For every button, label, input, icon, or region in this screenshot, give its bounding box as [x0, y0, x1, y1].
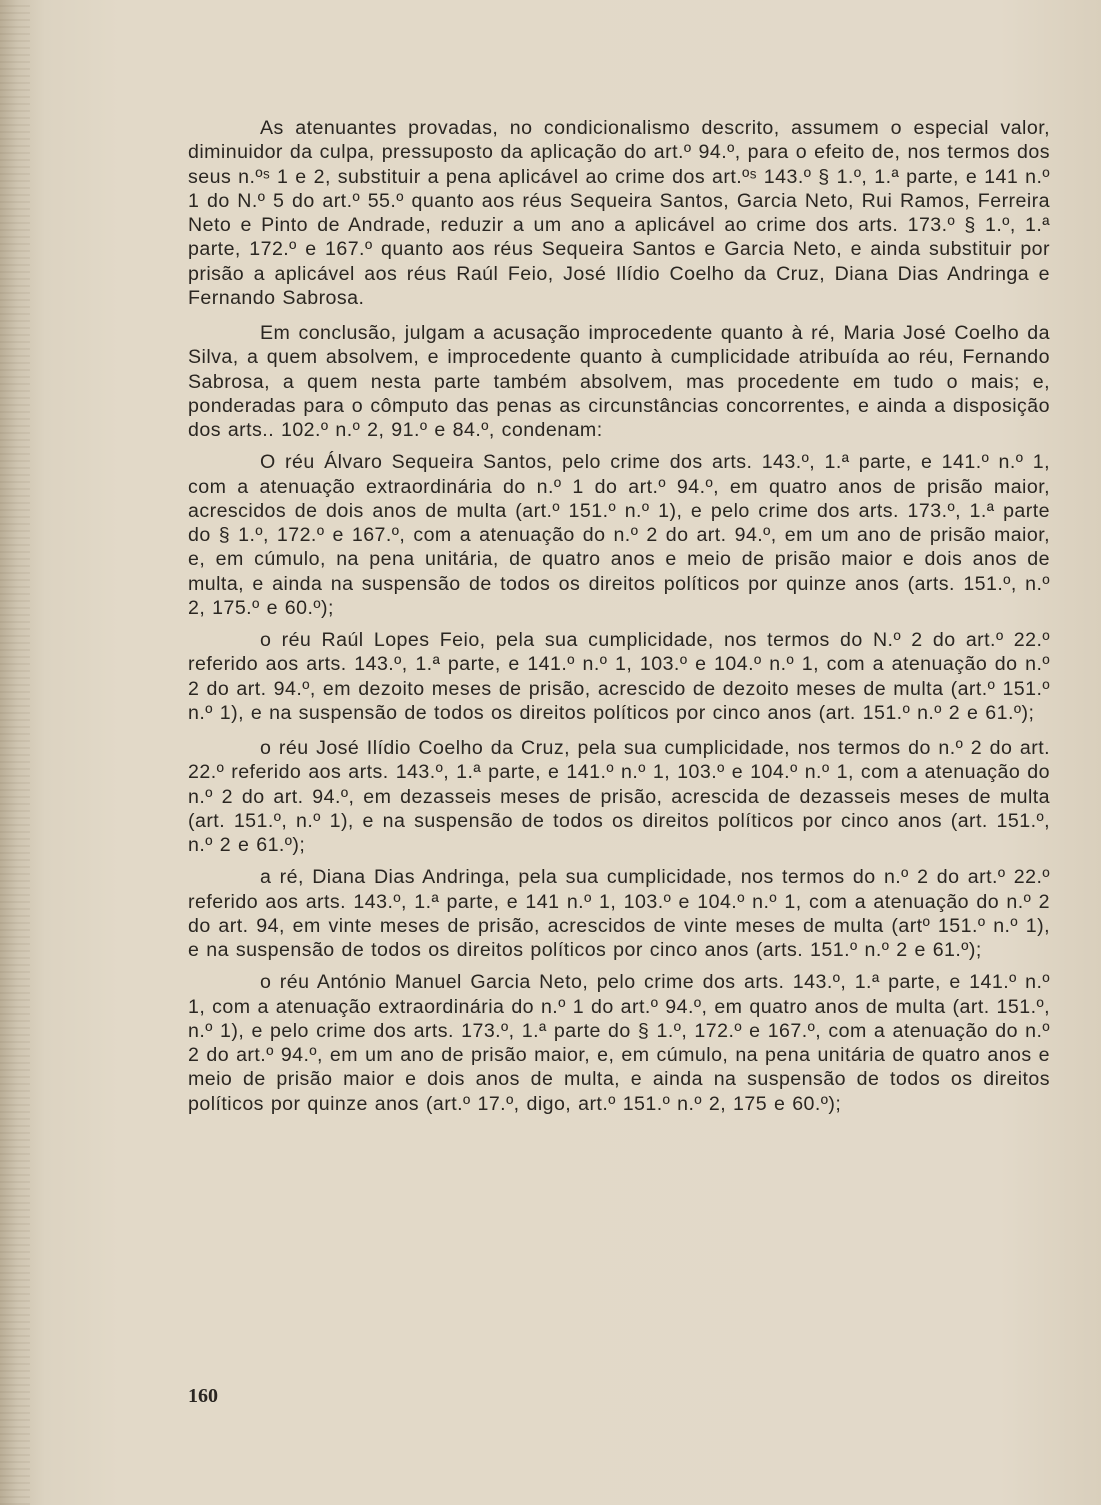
paragraph-sentence-garcia-neto: o réu António Manuel Garcia Neto, pelo crime dos arts. 143.º, 1.ª parte, e 141.º n.º 1, com a atenuação extraordinária do n.º 1 do art.º 94.º, em quatro anos de multa (art. 151.º, n.º 1), e pelo crime dos arts. 173.º, 1.ª parte do § 1.º, 172.º e 167.º, com a atenuação do n.º 2 do art.º 94.º, em um ano de prisão maior, e, em cúmulo, na pena unitária de quatro anos e meio de prisão maior e dois anos de multa, e ainda na suspensão de todos os direitos políticos por quinze anos (art.º 17.º, digo, art.º 151.º n.º 2, 175 e 60.º); [188, 971, 1050, 1115]
paragraph-sentence-sequeira-santos: O réu Álvaro Sequeira Santos, pelo crime dos arts. 143.º, 1.ª parte, e 141.º n.º 1, com a atenuação extraordinária do n.º 1 do art.º 94.º, em quatro anos de prisão maior, acrescidos de dois anos de multa (art.º 151.º n.º 1), e pelo crime dos arts. 173.º, 1.ª parte do § 1.º, 172.º e 167.º, com a atenuação do n.º 2 do art. 94.º, em um ano de prisão maior, e, em cúmulo, na pena unitária, de quatro anos e meio de prisão maior e dois anos de multa, e ainda na suspensão de todos os direitos políticos por quinze anos (arts. 151.º, n.º 2, 175.º e 60.º); [188, 451, 1050, 619]
paragraph-sentence-jose-ilidio: o réu José Ilídio Coelho da Cruz, pela sua cumplicidade, nos termos do n.º 2 do art. 22.º referido aos arts. 143.º, 1.ª parte, e 141.º n.º 1, 103.º e 104.º n.º 1, com a atenuação do n.º 2 do art. 94.º, em dezasseis meses de prisão, acrescida de dezasseis meses de multa (art. 151.º, n.º 1), e na suspensão de todos os direitos políticos por cinco anos (art. 151.º, n.º 2 e 61.º); [188, 737, 1050, 856]
page-body-text [188, 116, 1050, 1116]
book-spine-shadow [0, 0, 30, 1505]
paragraph-sentence-diana-andringa: a ré, Diana Dias Andringa, pela sua cumplicidade, nos termos do n.º 2 do art.º 22.º referido aos arts. 143.º, 1.ª parte, e 141 n.º 1, 103.º e 104.º n.º 1, com a atenuação do n.º 2 do art. 94, em vinte meses de prisão, acrescidos de vinte meses de multa (artº 151.º n.º 1), e na suspensão de todos os direitos políticos por cinco anos (arts. 151.º n.º 2 e 61.º); [188, 866, 1050, 961]
paragraph-atenuantes: As atenuantes provadas, no condicionalismo descrito, assumem o especial valor, diminuidor da culpa, pressuposto da aplicação do art.º 94.º, para o efeito de, nos termos dos seus n.ºˢ 1 e 2, substituir a pena aplicável ao crime dos art.ºˢ 143.º § 1.º, 1.ª parte, e 141 n.º 1 do N.º 5 do art.º 55.º quanto aos réus Sequeira Santos, Garcia Neto, Rui Ramos, Ferreira Neto e Pinto de Andrade, reduzir a um ano a aplicável ao crime dos arts. 173.º § 1.º, 1.ª parte, 172.º e 167.º quanto aos réus Sequeira Santos e Garcia Neto, e ainda substituir por prisão a aplicável aos réus Raúl Feio, José Ilídio Coelho da Cruz, Diana Dias Andringa e Fernando Sabrosa. [188, 117, 1050, 309]
page-number: 160 [188, 1385, 218, 1407]
paragraph-sentence-raul-feio: o réu Raúl Lopes Feio, pela sua cumplicidade, nos termos do N.º 2 do art.º 22.º referido aos arts. 143.º, 1.ª parte, e 141.º n.º 1, 103.º e 104.º n.º 1, com a atenuação do n.º 2 do art. 94.º, em dezoito meses de prisão, acrescido de dezoito meses de multa (art.º 151.º n.º 1), e na suspensão de todos os direitos políticos por cinco anos (art. 151.º n.º 2 e 61.º); [188, 629, 1050, 724]
paragraph-conclusao: Em conclusão, julgam a acusação improcedente quanto à ré, Maria José Coelho da Silva, a quem absolvem, e improcedente quanto à cumplicidade atribuída ao réu, Fernando Sabrosa, a quem nesta parte também absolvem, mas procedente em tudo o mais; e, ponderadas para o cômputo das penas as circunstâncias concorrentes, e ainda a disposição dos arts.. 102.º n.º 2, 91.º e 84.º, condenam: [188, 322, 1050, 441]
